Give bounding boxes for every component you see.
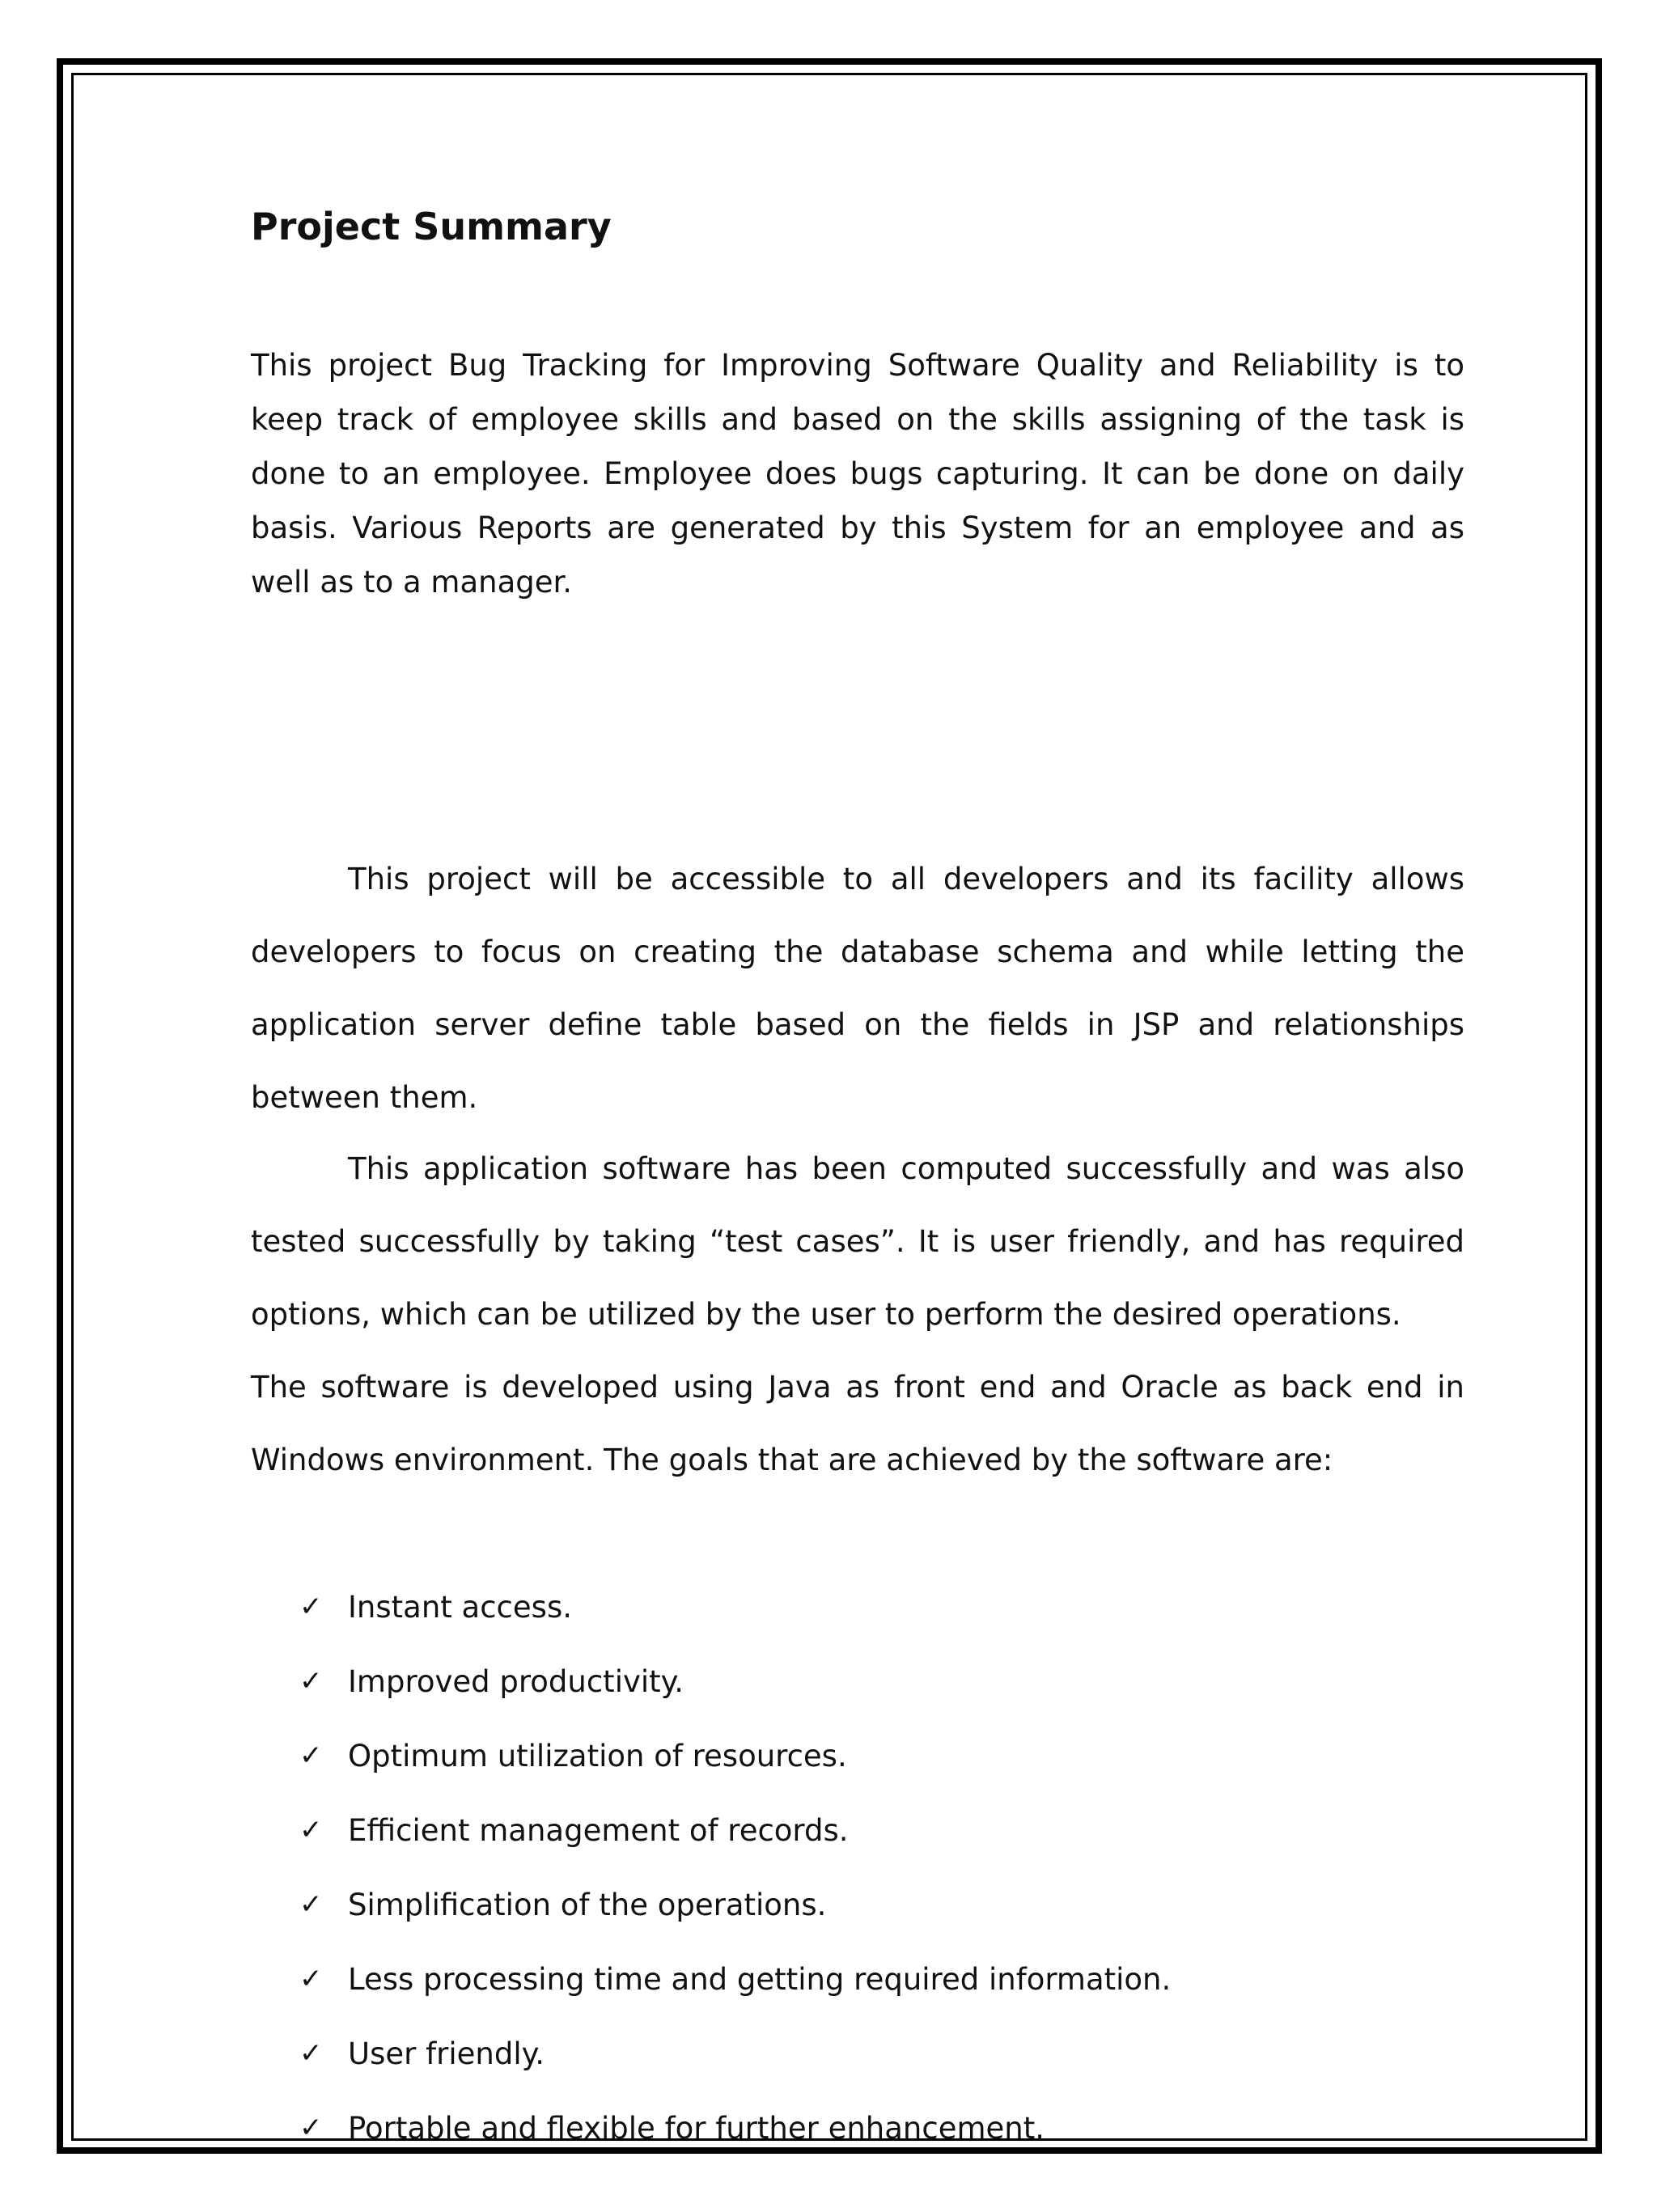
paragraph-4: The software is developed using Java as front end and Oracle as back end in Windows environment. The goals that are achieved by the software are: xyxy=(251,1370,1464,1477)
list-item xyxy=(299,1644,1171,1718)
goal-text: Improved productivity. xyxy=(348,1663,684,1699)
goal-text: Portable and flexible for further enhancement. xyxy=(348,2110,1045,2146)
check-icon: ✓ xyxy=(299,1814,323,1846)
check-icon: ✓ xyxy=(299,1888,323,1921)
paragraph-3: This application software has been computed successfully and was also tested successfully by taking “test cases”. It is user friendly, and has required options, which can be utilized by the user to perform the desired operations. xyxy=(251,1151,1464,1332)
list-item xyxy=(299,1718,1171,1793)
goal-text: Simplification of the operations. xyxy=(348,1887,827,1922)
paragraph-1: This project Bug Tracking for Improving Software Quality and Reliability is to keep track of employee skills and based on the skills assigning of the task is done to an employee. Employee does bugs capturing. It can be done on daily basis. Various Reports are generated by this System for an employee and as well as to a manager. xyxy=(251,348,1464,600)
paragraph-2: This project will be accessible to all developers and its facility allows developers to focus on creating the database schema and while letting the application server define table based on the fields in JSP and relationships between them. xyxy=(251,862,1464,1115)
list-item xyxy=(299,2016,1171,2091)
list-item xyxy=(299,2091,1171,2165)
goal-text: Optimum utilization of resources. xyxy=(348,1738,847,1773)
document-body xyxy=(251,194,1464,2146)
check-icon: ✓ xyxy=(299,1591,323,1623)
page-title: Project Summary xyxy=(251,205,612,248)
goals-list xyxy=(299,1570,1171,2165)
check-icon: ✓ xyxy=(299,1665,323,1697)
goal-text: Less processing time and getting required information. xyxy=(348,1961,1172,1997)
goal-text: User friendly. xyxy=(348,2036,545,2071)
list-item xyxy=(299,1570,1171,1644)
goal-text: Efficient management of records. xyxy=(348,1812,849,1848)
check-icon: ✓ xyxy=(299,2037,323,2070)
list-item xyxy=(299,1942,1171,2016)
check-icon: ✓ xyxy=(299,1963,323,1995)
list-item xyxy=(299,1867,1171,1942)
list-item xyxy=(299,1793,1171,1867)
goal-text: Instant access. xyxy=(348,1589,572,1625)
check-icon: ✓ xyxy=(299,1740,323,1772)
check-icon: ✓ xyxy=(299,2112,323,2144)
